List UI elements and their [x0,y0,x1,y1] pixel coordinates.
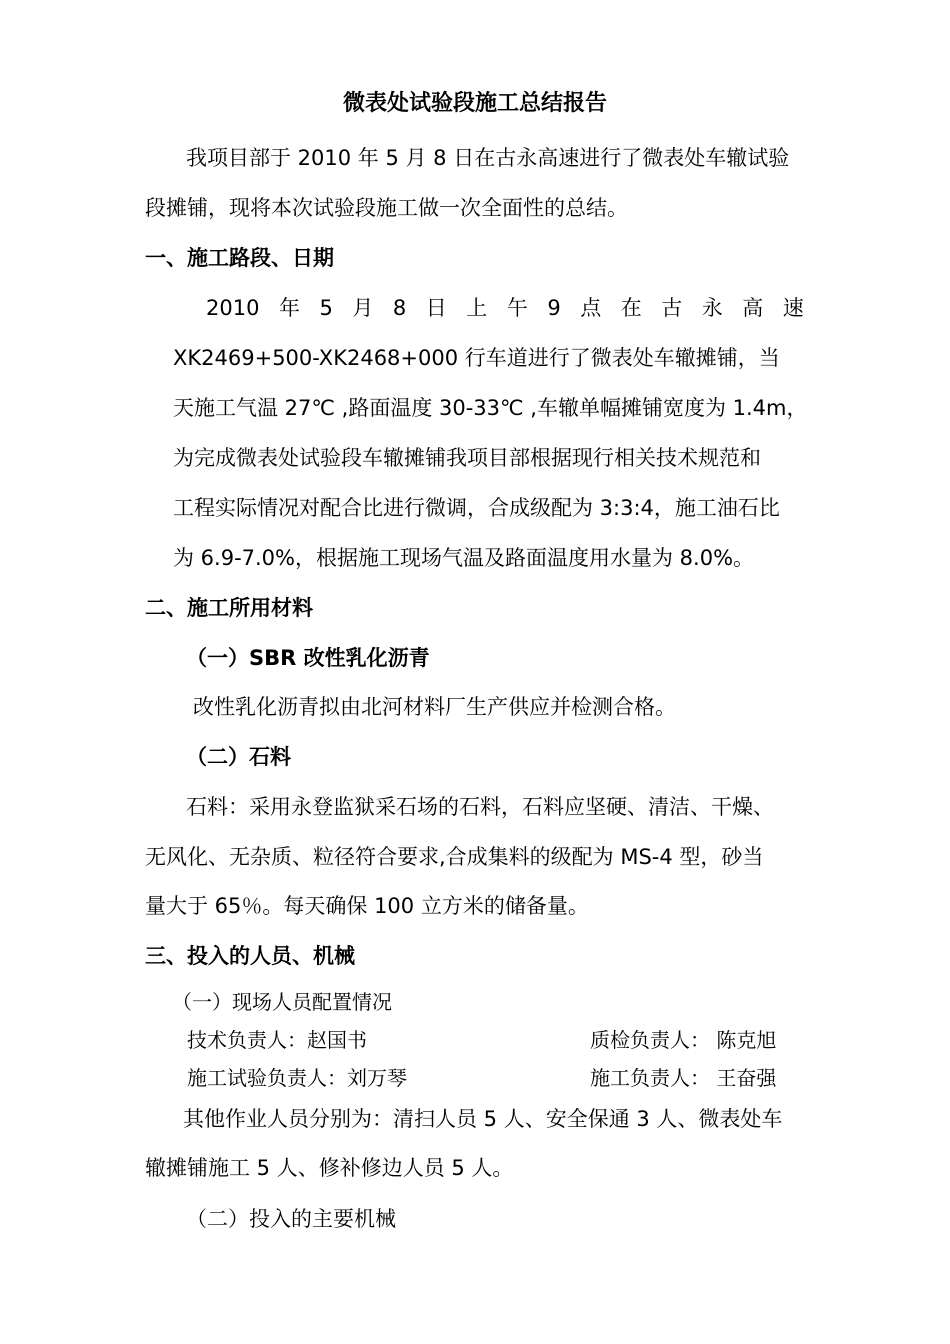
date-token: 2010 [206,296,260,320]
date-token: 月 [352,296,374,320]
date-token: 古 [661,296,683,320]
section1-line-4: 为完成微表处试验段车辙摊铺我项目部根据现行相关技术规范和 [173,446,761,470]
section3-heading: 三、投入的人员、机械 [145,944,355,968]
date-token: 午 [506,296,528,320]
section1-line-6: 为 6.9-7.0%，根据施工现场气温及路面温度用水量为 8.0%。 [173,546,755,570]
section1-line-5: 工程实际情况对配合比进行微调，合成级配为 3:3:4，施工油石比 [173,496,780,520]
date-token: 速 [782,296,804,320]
section2-sub1-text: 改性乳化沥青拟由北河材料厂生产供应并检测合格。 [193,695,676,719]
section2-sub1-heading: （一）SBR 改性乳化沥青 [186,646,430,670]
section2-sub2-line-2: 无风化、无杂质、粒径符合要求,合成集料的级配为 MS-4 型，砂当 [145,845,764,869]
test-lead: 施工试验负责人：刘万琴 [187,1066,407,1090]
tech-lead: 技术负责人：赵国书 [187,1028,367,1052]
section1-date-row [206,293,804,323]
section1-heading: 一、施工路段、日期 [145,246,334,270]
section2-sub2-line-3: 量大于 65％。每天确保 100 立方米的储备量。 [145,894,589,918]
date-token: 9 [547,296,561,320]
section1-line-2: XK2469+500-XK2468+000 行车道进行了微表处车辙摊铺，当 [173,346,780,370]
date-token: 8 [392,296,407,320]
date-token: 上 [466,296,488,320]
section1-line-3: 天施工气温 27℃ ,路面温度 30-33℃ ,车辙单幅摊铺宽度为 1.4m， [173,396,808,420]
section2-heading: 二、施工所用材料 [145,596,313,620]
intro-line-2: 段摊铺，现将本次试验段施工做一次全面性的总结。 [145,196,628,220]
date-token: 年 [278,296,300,320]
section3-sub2-heading: （二）投入的主要机械 [186,1207,396,1231]
date-token: 5 [319,296,333,320]
date-token: 点 [580,296,602,320]
others-line-2: 辙摊铺施工 5 人、修补修边人员 5 人。 [145,1156,514,1180]
intro-line-1: 我项目部于 2010 年 5 月 8 日在古永高速进行了微表处车辙试验 [186,146,790,170]
section3-sub1-heading: （一）现场人员配置情况 [172,990,392,1014]
section2-sub2-heading: （二）石料 [186,745,291,769]
document-title: 微表处试验段施工总结报告 [342,91,607,116]
construction-lead: 施工负责人： 王奋强 [590,1066,777,1090]
date-token: 日 [425,296,447,320]
date-token: 永 [701,296,723,320]
section2-sub2-line-1: 石料：采用永登监狱采石场的石料，石料应坚硬、清洁、干燥、 [186,795,774,819]
date-token: 高 [742,296,764,320]
qc-lead: 质检负责人： 陈克旭 [590,1028,777,1052]
others-line-1: 其他作业人员分别为：清扫人员 5 人、安全保通 3 人、微表处车 [183,1107,783,1131]
date-token: 在 [620,296,642,320]
